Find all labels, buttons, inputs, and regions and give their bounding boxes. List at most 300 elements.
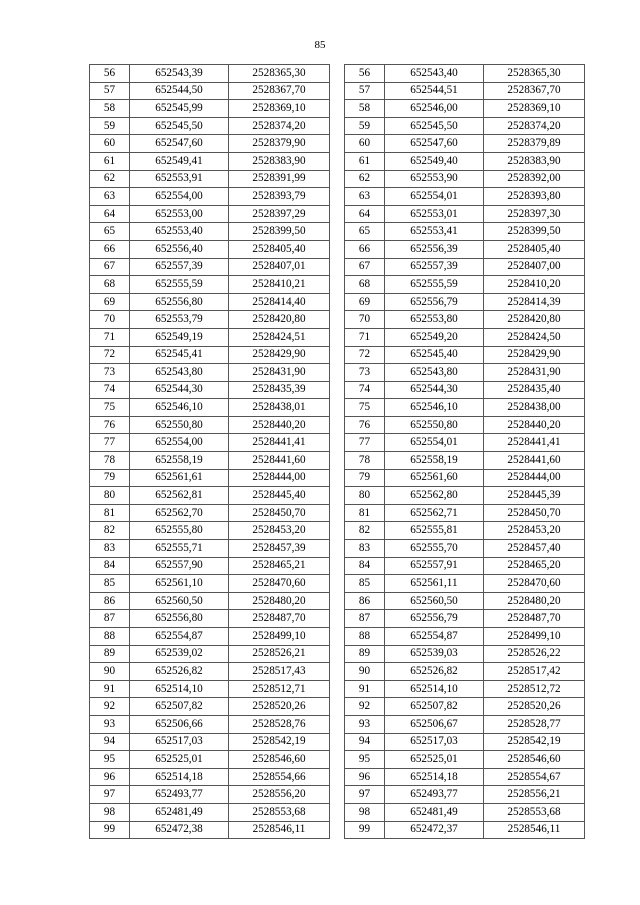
x-coordinate-cell: 652546,10 [385,399,484,417]
point-number-cell: 61 [90,152,130,170]
y-coordinate-cell: 2528429,90 [484,346,585,364]
y-coordinate-cell: 2528420,80 [229,311,330,329]
point-number-cell: 72 [90,346,130,364]
x-coordinate-cell: 652545,40 [385,346,484,364]
table-row [345,786,585,804]
x-coordinate-cell: 652481,49 [130,803,229,821]
table-row [345,715,585,733]
point-number-cell: 63 [90,188,130,206]
point-number-cell: 90 [345,663,385,681]
y-coordinate-cell: 2528480,20 [484,592,585,610]
point-number-cell: 73 [345,364,385,382]
x-coordinate-cell: 652555,70 [385,540,484,558]
y-coordinate-cell: 2528528,77 [484,715,585,733]
y-coordinate-cell: 2528542,19 [229,733,330,751]
table-row [345,258,585,276]
y-coordinate-cell: 2528453,20 [229,522,330,540]
table-row [90,768,330,786]
y-coordinate-cell: 2528450,70 [484,504,585,522]
y-coordinate-cell: 2528365,30 [229,65,330,83]
table-row [345,751,585,769]
x-coordinate-cell: 652553,41 [385,223,484,241]
x-coordinate-cell: 652539,03 [385,645,484,663]
point-number-cell: 56 [90,65,130,83]
x-coordinate-cell: 652550,80 [130,416,229,434]
x-coordinate-cell: 652481,49 [385,803,484,821]
x-coordinate-cell: 652517,03 [385,733,484,751]
x-coordinate-cell: 652562,81 [130,487,229,505]
x-coordinate-cell: 652543,40 [385,65,484,83]
coordinates-table-left [89,64,330,839]
y-coordinate-cell: 2528392,00 [484,170,585,188]
table-row [345,610,585,628]
x-coordinate-cell: 652526,82 [130,663,229,681]
point-number-cell: 75 [90,399,130,417]
y-coordinate-cell: 2528414,39 [484,293,585,311]
table-row [345,311,585,329]
y-coordinate-cell: 2528556,21 [484,786,585,804]
table-row [345,293,585,311]
table-row [90,575,330,593]
x-coordinate-cell: 652553,91 [130,170,229,188]
x-coordinate-cell: 652544,30 [385,381,484,399]
table-row [90,328,330,346]
y-coordinate-cell: 2528445,39 [484,487,585,505]
point-number-cell: 86 [345,592,385,610]
x-coordinate-cell: 652526,82 [385,663,484,681]
table-row [345,768,585,786]
y-coordinate-cell: 2528369,10 [484,100,585,118]
table-row [90,416,330,434]
x-coordinate-cell: 652554,87 [130,628,229,646]
y-coordinate-cell: 2528520,26 [484,698,585,716]
point-number-cell: 62 [90,170,130,188]
x-coordinate-cell: 652547,60 [130,135,229,153]
point-number-cell: 69 [345,293,385,311]
y-coordinate-cell: 2528445,40 [229,487,330,505]
x-coordinate-cell: 652558,19 [385,452,484,470]
point-number-cell: 61 [345,152,385,170]
x-coordinate-cell: 652553,00 [130,205,229,223]
table-row [345,381,585,399]
point-number-cell: 95 [345,751,385,769]
point-number-cell: 92 [90,698,130,716]
table-row [90,223,330,241]
table-row [345,469,585,487]
table-row [345,540,585,558]
point-number-cell: 76 [345,416,385,434]
table-row [90,65,330,83]
x-coordinate-cell: 652554,01 [385,434,484,452]
coordinates-table-right [344,64,585,839]
x-coordinate-cell: 652493,77 [130,786,229,804]
y-coordinate-cell: 2528429,90 [229,346,330,364]
x-coordinate-cell: 652493,77 [385,786,484,804]
y-coordinate-cell: 2528457,40 [484,540,585,558]
point-number-cell: 82 [90,522,130,540]
x-coordinate-cell: 652549,41 [130,152,229,170]
x-coordinate-cell: 652545,50 [130,117,229,135]
table-row [345,364,585,382]
x-coordinate-cell: 652556,80 [130,610,229,628]
point-number-cell: 74 [90,381,130,399]
point-number-cell: 98 [90,803,130,821]
x-coordinate-cell: 652562,71 [385,504,484,522]
y-coordinate-cell: 2528424,50 [484,328,585,346]
x-coordinate-cell: 652545,99 [130,100,229,118]
table-row [90,293,330,311]
y-coordinate-cell: 2528399,50 [229,223,330,241]
table-row [345,557,585,575]
point-number-cell: 97 [345,786,385,804]
table-row [345,522,585,540]
point-number-cell: 96 [90,768,130,786]
y-coordinate-cell: 2528365,30 [484,65,585,83]
y-coordinate-cell: 2528438,00 [484,399,585,417]
point-number-cell: 84 [345,557,385,575]
table-row [90,487,330,505]
x-coordinate-cell: 652525,01 [130,751,229,769]
x-coordinate-cell: 652555,71 [130,540,229,558]
y-coordinate-cell: 2528528,76 [229,715,330,733]
table-row [345,663,585,681]
x-coordinate-cell: 652554,01 [385,188,484,206]
y-coordinate-cell: 2528487,70 [484,610,585,628]
x-coordinate-cell: 652557,39 [130,258,229,276]
point-number-cell: 57 [345,82,385,100]
point-number-cell: 91 [90,680,130,698]
x-coordinate-cell: 652544,30 [130,381,229,399]
point-number-cell: 74 [345,381,385,399]
point-number-cell: 71 [345,328,385,346]
x-coordinate-cell: 652553,79 [130,311,229,329]
x-coordinate-cell: 652562,70 [130,504,229,522]
x-coordinate-cell: 652514,10 [385,680,484,698]
y-coordinate-cell: 2528393,80 [484,188,585,206]
table-row [90,680,330,698]
point-number-cell: 92 [345,698,385,716]
point-number-cell: 99 [90,821,130,839]
y-coordinate-cell: 2528435,40 [484,381,585,399]
table-row [345,170,585,188]
point-number-cell: 77 [345,434,385,452]
x-coordinate-cell: 652472,38 [130,821,229,839]
point-number-cell: 96 [345,768,385,786]
x-coordinate-cell: 652556,40 [130,240,229,258]
point-number-cell: 60 [345,135,385,153]
table-row [345,416,585,434]
point-number-cell: 67 [90,258,130,276]
table-row [90,698,330,716]
y-coordinate-cell: 2528517,42 [484,663,585,681]
y-coordinate-cell: 2528407,01 [229,258,330,276]
point-number-cell: 59 [345,117,385,135]
x-coordinate-cell: 652506,66 [130,715,229,733]
table-row [345,645,585,663]
table-row [345,733,585,751]
table-row [345,487,585,505]
point-number-cell: 63 [345,188,385,206]
y-coordinate-cell: 2528556,20 [229,786,330,804]
table-row [90,504,330,522]
point-number-cell: 68 [90,276,130,294]
x-coordinate-cell: 652517,03 [130,733,229,751]
y-coordinate-cell: 2528554,66 [229,768,330,786]
point-number-cell: 64 [345,205,385,223]
table-row [90,258,330,276]
point-number-cell: 56 [345,65,385,83]
table-row [90,346,330,364]
point-number-cell: 90 [90,663,130,681]
table-row [90,663,330,681]
table-row [345,698,585,716]
table-row [90,399,330,417]
point-number-cell: 66 [90,240,130,258]
table-row [90,100,330,118]
x-coordinate-cell: 652544,50 [130,82,229,100]
x-coordinate-cell: 652543,80 [130,364,229,382]
y-coordinate-cell: 2528453,20 [484,522,585,540]
x-coordinate-cell: 652545,50 [385,117,484,135]
table-row [345,680,585,698]
table-row [345,452,585,470]
table-row [90,821,330,839]
y-coordinate-cell: 2528520,26 [229,698,330,716]
point-number-cell: 59 [90,117,130,135]
table-row [345,575,585,593]
x-coordinate-cell: 652555,80 [130,522,229,540]
y-coordinate-cell: 2528383,90 [229,152,330,170]
y-coordinate-cell: 2528470,60 [484,575,585,593]
point-number-cell: 76 [90,416,130,434]
y-coordinate-cell: 2528554,67 [484,768,585,786]
point-number-cell: 87 [345,610,385,628]
y-coordinate-cell: 2528420,80 [484,311,585,329]
x-coordinate-cell: 652556,79 [385,610,484,628]
point-number-cell: 83 [345,540,385,558]
point-number-cell: 60 [90,135,130,153]
y-coordinate-cell: 2528546,60 [229,751,330,769]
point-number-cell: 79 [90,469,130,487]
x-coordinate-cell: 652560,50 [385,592,484,610]
y-coordinate-cell: 2528499,10 [229,628,330,646]
y-coordinate-cell: 2528499,10 [484,628,585,646]
x-coordinate-cell: 652525,01 [385,751,484,769]
x-coordinate-cell: 652507,82 [130,698,229,716]
point-number-cell: 88 [345,628,385,646]
x-coordinate-cell: 652507,82 [385,698,484,716]
y-coordinate-cell: 2528410,20 [484,276,585,294]
table-row [90,645,330,663]
y-coordinate-cell: 2528542,19 [484,733,585,751]
y-coordinate-cell: 2528517,43 [229,663,330,681]
y-coordinate-cell: 2528512,71 [229,680,330,698]
y-coordinate-cell: 2528383,90 [484,152,585,170]
x-coordinate-cell: 652554,87 [385,628,484,646]
x-coordinate-cell: 652556,39 [385,240,484,258]
y-coordinate-cell: 2528374,20 [484,117,585,135]
y-coordinate-cell: 2528546,60 [484,751,585,769]
y-coordinate-cell: 2528367,70 [484,82,585,100]
table-row [345,223,585,241]
table-row [90,469,330,487]
point-number-cell: 98 [345,803,385,821]
table-row [90,364,330,382]
x-coordinate-cell: 652549,20 [385,328,484,346]
point-number-cell: 62 [345,170,385,188]
point-number-cell: 66 [345,240,385,258]
point-number-cell: 79 [345,469,385,487]
y-coordinate-cell: 2528440,20 [484,416,585,434]
table-row [90,170,330,188]
x-coordinate-cell: 652555,59 [385,276,484,294]
point-number-cell: 94 [345,733,385,751]
point-number-cell: 72 [345,346,385,364]
y-coordinate-cell: 2528414,40 [229,293,330,311]
point-number-cell: 93 [90,715,130,733]
point-number-cell: 64 [90,205,130,223]
y-coordinate-cell: 2528367,70 [229,82,330,100]
point-number-cell: 85 [90,575,130,593]
table-row [90,540,330,558]
y-coordinate-cell: 2528410,21 [229,276,330,294]
y-coordinate-cell: 2528397,29 [229,205,330,223]
y-coordinate-cell: 2528435,39 [229,381,330,399]
x-coordinate-cell: 652539,02 [130,645,229,663]
point-number-cell: 75 [345,399,385,417]
y-coordinate-cell: 2528487,70 [229,610,330,628]
x-coordinate-cell: 652561,11 [385,575,484,593]
point-number-cell: 65 [90,223,130,241]
y-coordinate-cell: 2528470,60 [229,575,330,593]
point-number-cell: 83 [90,540,130,558]
point-number-cell: 82 [345,522,385,540]
table-row [90,610,330,628]
y-coordinate-cell: 2528431,90 [484,364,585,382]
y-coordinate-cell: 2528444,00 [484,469,585,487]
y-coordinate-cell: 2528444,00 [229,469,330,487]
table-row [345,821,585,839]
x-coordinate-cell: 652472,37 [385,821,484,839]
point-number-cell: 67 [345,258,385,276]
table-row [90,434,330,452]
table-row [90,188,330,206]
y-coordinate-cell: 2528546,11 [229,821,330,839]
table-row [345,628,585,646]
table-row [90,152,330,170]
y-coordinate-cell: 2528407,00 [484,258,585,276]
x-coordinate-cell: 652553,80 [385,311,484,329]
x-coordinate-cell: 652555,59 [130,276,229,294]
table-row [345,240,585,258]
x-coordinate-cell: 652547,60 [385,135,484,153]
x-coordinate-cell: 652514,10 [130,680,229,698]
table-row [90,751,330,769]
y-coordinate-cell: 2528441,41 [484,434,585,452]
table-row [90,786,330,804]
y-coordinate-cell: 2528440,20 [229,416,330,434]
table-row [90,117,330,135]
x-coordinate-cell: 652553,01 [385,205,484,223]
x-coordinate-cell: 652514,18 [130,768,229,786]
table-row [345,803,585,821]
y-coordinate-cell: 2528553,68 [484,803,585,821]
table-row [345,276,585,294]
table-row [90,592,330,610]
point-number-cell: 58 [345,100,385,118]
table-row [90,628,330,646]
y-coordinate-cell: 2528393,79 [229,188,330,206]
x-coordinate-cell: 652514,18 [385,768,484,786]
x-coordinate-cell: 652560,50 [130,592,229,610]
point-number-cell: 80 [90,487,130,505]
point-number-cell: 89 [345,645,385,663]
point-number-cell: 70 [90,311,130,329]
table-row [345,188,585,206]
x-coordinate-cell: 652556,79 [385,293,484,311]
point-number-cell: 91 [345,680,385,698]
y-coordinate-cell: 2528450,70 [229,504,330,522]
y-coordinate-cell: 2528465,21 [229,557,330,575]
table-row [345,399,585,417]
table-row [90,452,330,470]
table-row [345,434,585,452]
table-row [90,205,330,223]
table-row [345,328,585,346]
y-coordinate-cell: 2528379,90 [229,135,330,153]
table-row [90,715,330,733]
y-coordinate-cell: 2528526,21 [229,645,330,663]
table-row [345,152,585,170]
x-coordinate-cell: 652550,80 [385,416,484,434]
point-number-cell: 93 [345,715,385,733]
y-coordinate-cell: 2528553,68 [229,803,330,821]
table-row [90,557,330,575]
table-row [345,135,585,153]
x-coordinate-cell: 652554,00 [130,434,229,452]
point-number-cell: 65 [345,223,385,241]
point-number-cell: 71 [90,328,130,346]
x-coordinate-cell: 652553,90 [385,170,484,188]
x-coordinate-cell: 652557,39 [385,258,484,276]
table-row [345,346,585,364]
y-coordinate-cell: 2528441,60 [229,452,330,470]
x-coordinate-cell: 652544,51 [385,82,484,100]
point-number-cell: 89 [90,645,130,663]
x-coordinate-cell: 652553,40 [130,223,229,241]
y-coordinate-cell: 2528526,22 [484,645,585,663]
table-row [345,82,585,100]
table-row [90,381,330,399]
table-row [90,135,330,153]
x-coordinate-cell: 652561,60 [385,469,484,487]
point-number-cell: 87 [90,610,130,628]
page-number: 85 [314,39,326,51]
point-number-cell: 80 [345,487,385,505]
x-coordinate-cell: 652556,80 [130,293,229,311]
table-row [90,276,330,294]
y-coordinate-cell: 2528424,51 [229,328,330,346]
point-number-cell: 81 [90,504,130,522]
point-number-cell: 88 [90,628,130,646]
x-coordinate-cell: 652555,81 [385,522,484,540]
table-row [90,522,330,540]
x-coordinate-cell: 652543,80 [385,364,484,382]
y-coordinate-cell: 2528431,90 [229,364,330,382]
y-coordinate-cell: 2528546,11 [484,821,585,839]
x-coordinate-cell: 652557,91 [385,557,484,575]
x-coordinate-cell: 652546,10 [130,399,229,417]
